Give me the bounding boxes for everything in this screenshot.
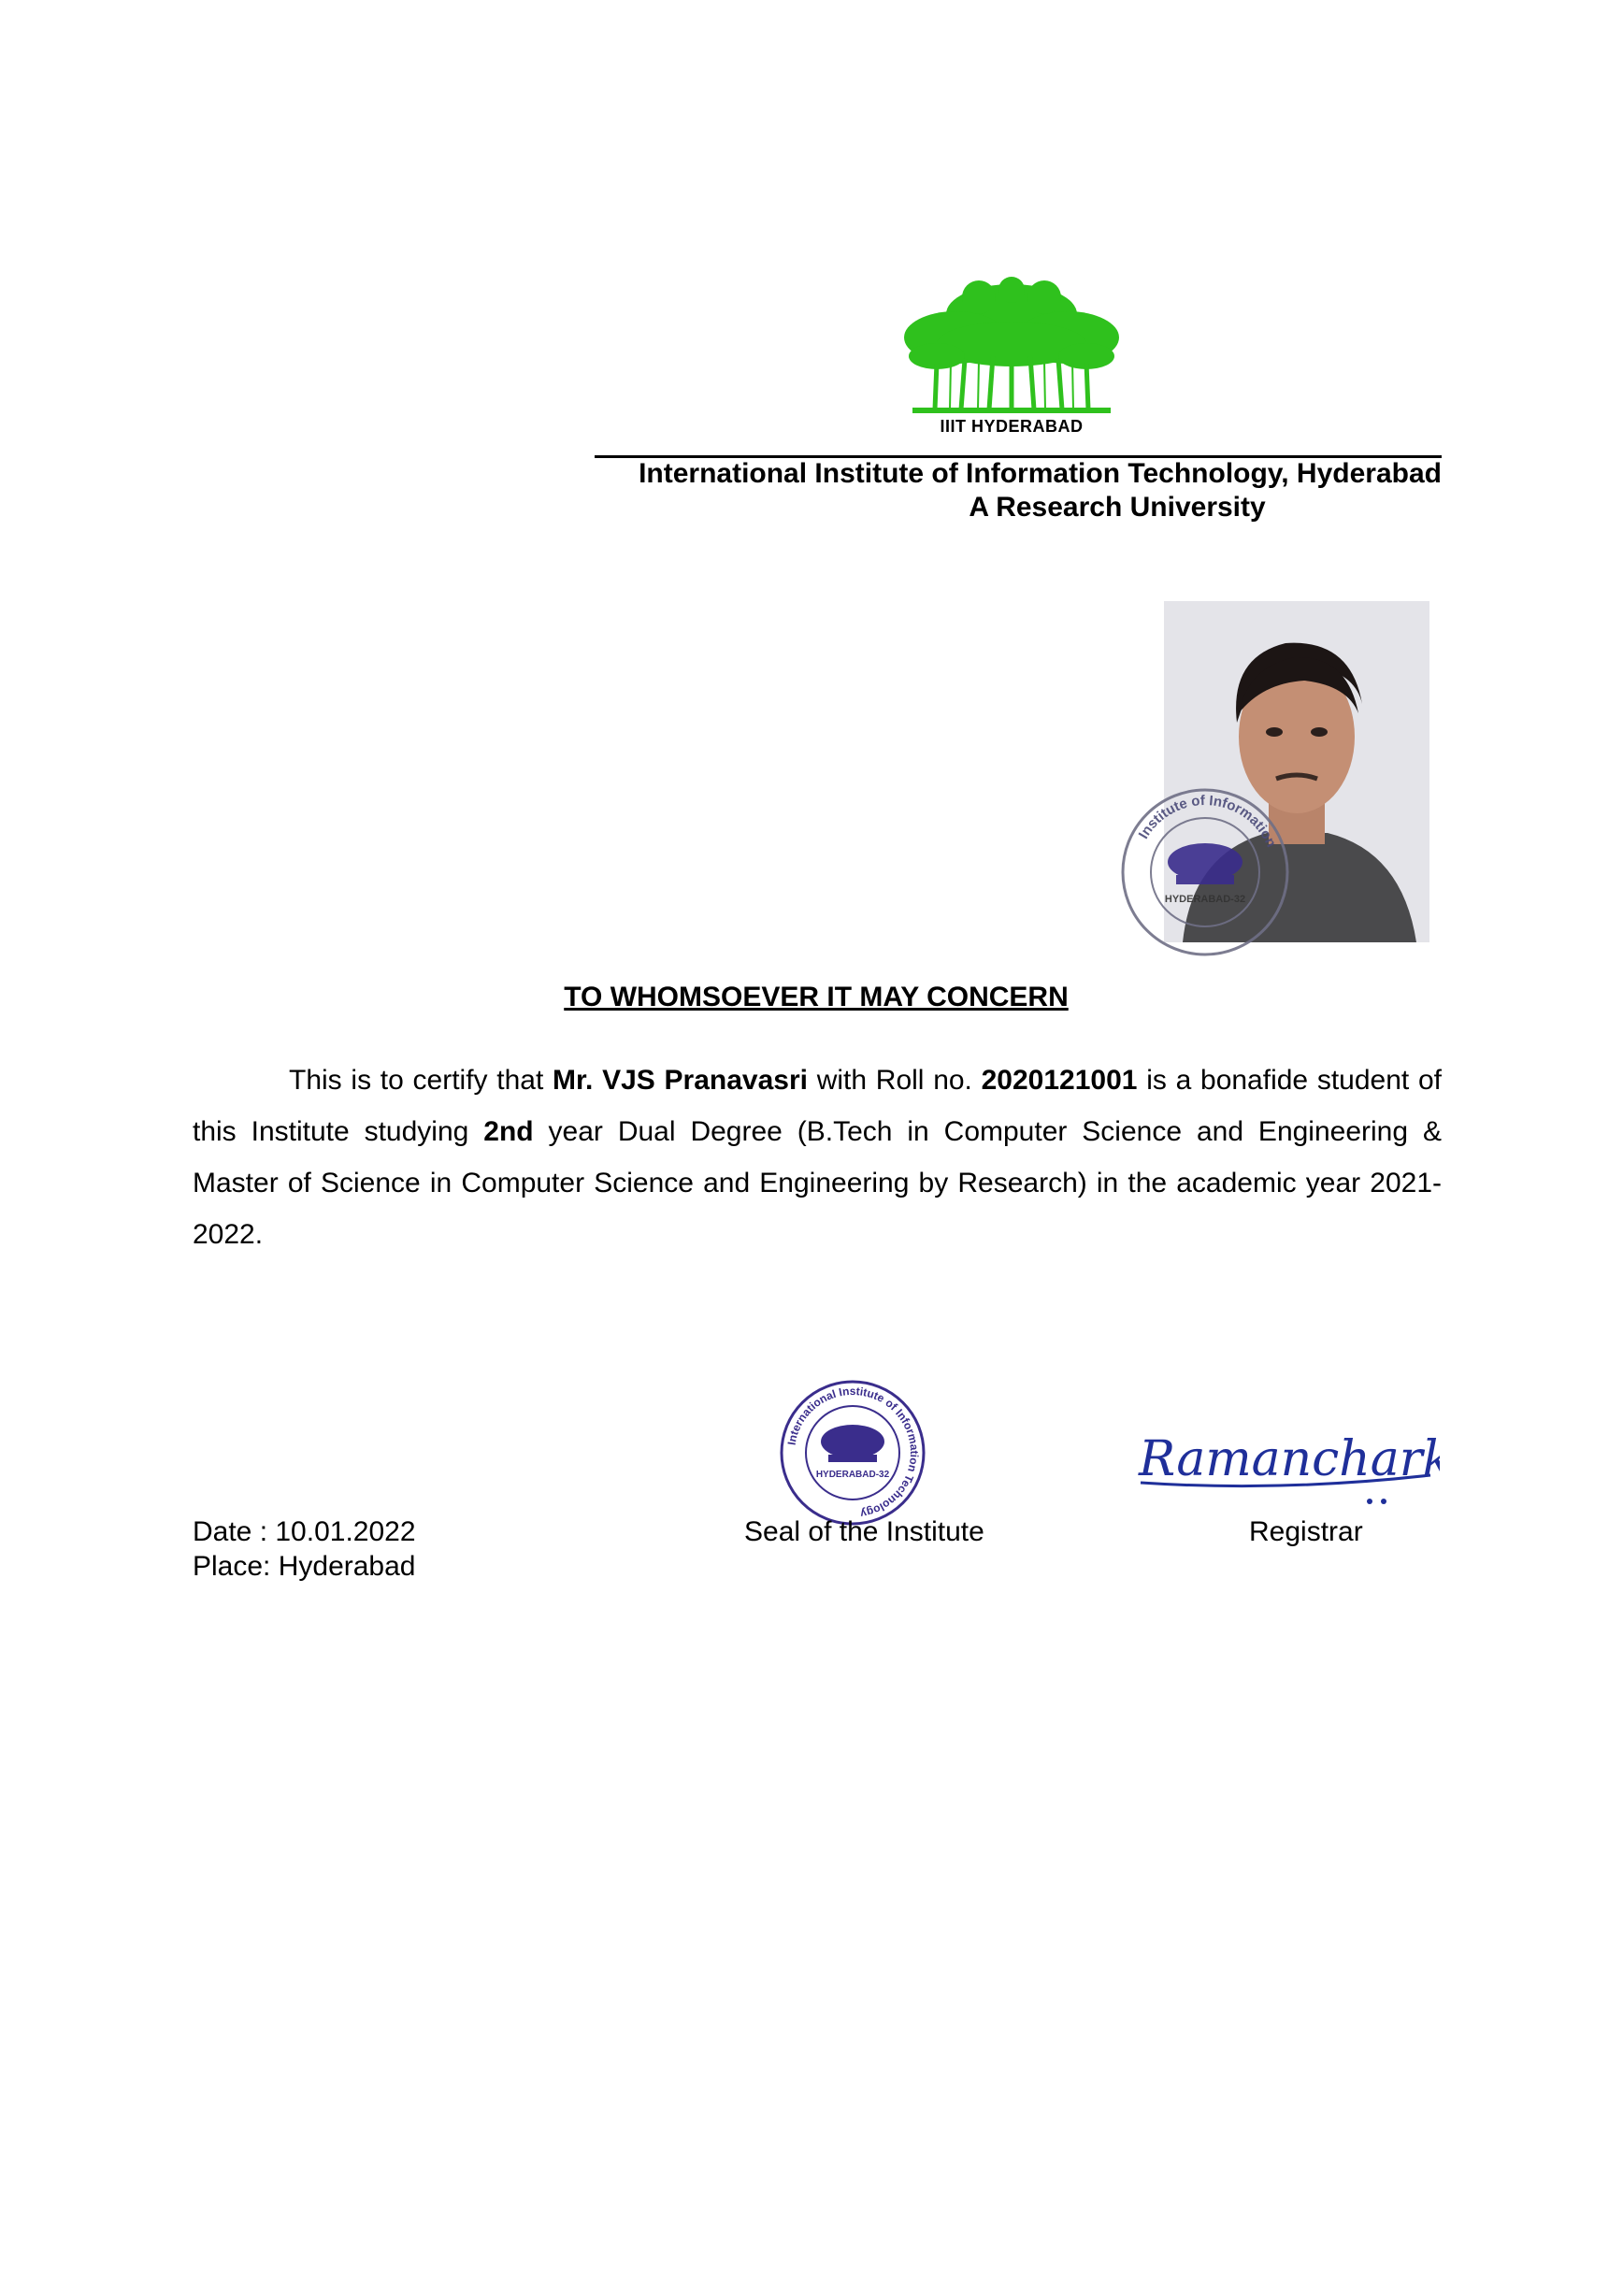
seal-ring-text: International Institute of Information Technology: [784, 1384, 922, 1521]
body-text-3: is a bonafide student of this Institute studying: [193, 1065, 1442, 1147]
seal-center-text: HYDERABAD-32: [815, 1470, 890, 1480]
institute-seal-stamp: [778, 1378, 927, 1528]
photo-seal-ring-text: Institute of Information: [1135, 792, 1280, 850]
banyan-tree-icon: [899, 277, 1124, 426]
registrar-signature: [1131, 1402, 1440, 1514]
institute-subtitle: A Research University: [969, 492, 1266, 523]
seal-icon: [778, 1378, 927, 1528]
signature-text: Ramanchark: [1139, 1431, 1440, 1487]
study-year: 2nd: [483, 1116, 534, 1147]
body-text-2: with Roll no.: [807, 1065, 982, 1096]
signature-icon: [1131, 1402, 1440, 1514]
body-text-4: year Dual Degree (B.Tech in Computer Science and Engineering & Master of Science in Computer Science and Engineering by Research) in the academic year 2021-2022.: [193, 1116, 1442, 1250]
iiit-logo: [899, 277, 1124, 440]
student-name: Mr. VJS Pranavasri: [553, 1065, 808, 1096]
seal-label: Seal of the Institute: [744, 1516, 984, 1547]
certificate-title: TO WHOMSOEVER IT MAY CONCERN: [564, 982, 1069, 1012]
certificate-body: [193, 1055, 1442, 1260]
place-label: Place: Hyderabad: [193, 1551, 416, 1582]
body-text-1: This is to certify that: [289, 1065, 553, 1096]
date-label: Date : 10.01.2022: [193, 1516, 416, 1547]
svg-text:Institute of Information: [1136, 793, 1280, 850]
roll-number: 2020121001: [981, 1065, 1138, 1096]
seal-icon: [1118, 785, 1292, 959]
institute-name: International Institute of Information Technology, Hyderabad: [639, 458, 1442, 489]
logo-text: IIIT HYDERABAD: [940, 417, 1084, 436]
photo-seal-center-text: HYDERABAD-32: [1164, 894, 1246, 905]
registrar-label: Registrar: [1249, 1516, 1363, 1547]
photo-seal-stamp: [1118, 785, 1292, 959]
